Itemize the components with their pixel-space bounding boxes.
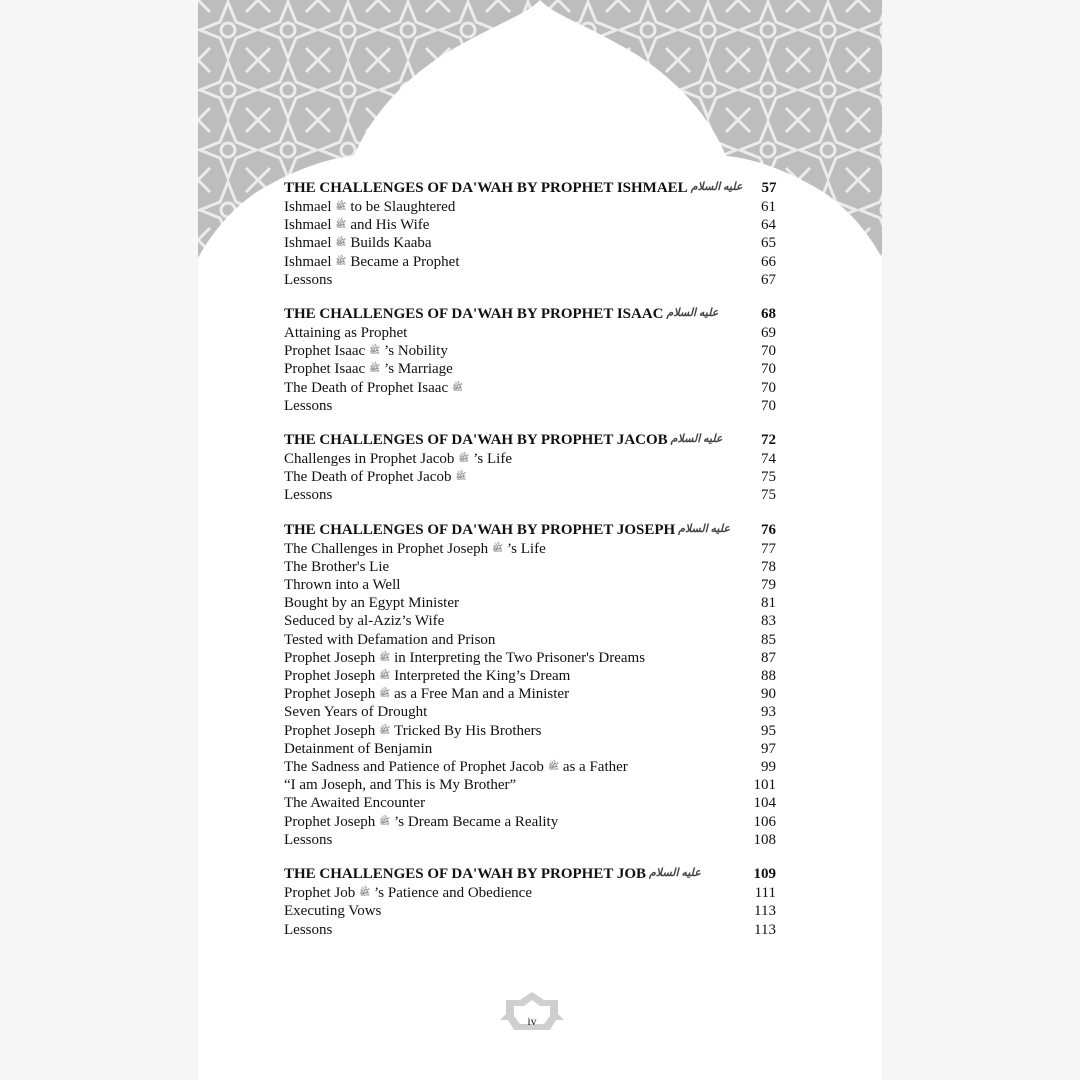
toc-entry-text (284, 379, 467, 397)
entry-page-number: 75 (761, 469, 776, 486)
toc-entry (284, 486, 776, 504)
entry-page-number: 74 (761, 451, 776, 468)
toc-entry (284, 253, 776, 271)
honorific-icon: ﷺ (547, 761, 559, 772)
toc-entry-text (284, 649, 645, 667)
entry-page-number: 70 (761, 343, 776, 360)
entry-title-cont: as a Free Man and a Minister (394, 686, 570, 703)
section-heading (284, 430, 776, 450)
toc-section (284, 178, 776, 289)
toc-entry-text (284, 234, 432, 252)
entry-title-cont: ’s Marriage (384, 361, 453, 378)
entry-title-cont: Interpreted the King’s Dream (394, 668, 571, 685)
entry-page-number: 113 (754, 903, 776, 920)
section-title: THE CHALLENGES OF DA'WAH BY PROPHET JOB (284, 866, 646, 883)
honorific-icon: عليه السلام (666, 307, 719, 320)
entry-title-cont: Builds Kaaba (350, 235, 432, 252)
toc-entry (284, 576, 776, 594)
honorific-icon: ﷺ (379, 670, 391, 681)
honorific-icon: ﷺ (492, 542, 504, 553)
entry-page-number: 106 (753, 813, 776, 830)
toc-entry-text (284, 685, 569, 703)
entry-title: Ishmael (284, 217, 332, 234)
entry-title: The Sadness and Patience of Prophet Jacob (284, 759, 544, 776)
entry-title: The Death of Prophet Isaac (284, 379, 449, 396)
entry-page-number: 77 (761, 540, 776, 557)
entry-title: Seven Years of Drought (284, 704, 428, 721)
toc-entry (284, 722, 776, 740)
entry-title: Tested with Defamation and Prison (284, 631, 496, 648)
entry-page-number: 88 (761, 668, 776, 685)
entry-page-number: 61 (761, 199, 776, 215)
toc-entry (284, 360, 776, 378)
toc-entry-text (284, 253, 459, 271)
entry-title: Thrown into a Well (284, 577, 401, 594)
toc-entry (284, 594, 776, 612)
section-page-number: 76 (761, 521, 776, 538)
section-heading-text (284, 304, 722, 324)
toc-entry (284, 649, 776, 667)
book-page (198, 0, 882, 1080)
section-heading (284, 520, 776, 540)
toc-entry-text (284, 486, 332, 504)
toc-entry-text (284, 884, 532, 902)
section-title: THE CHALLENGES OF DA'WAH BY PROPHET ISAAC (284, 306, 664, 323)
entry-title-cont: ’s Life (473, 451, 513, 468)
toc-entry (284, 216, 776, 234)
toc-entry (284, 324, 776, 342)
entry-title: Prophet Joseph (284, 813, 376, 830)
entry-page-number: 108 (753, 831, 776, 848)
entry-page-number: 70 (761, 361, 776, 378)
entry-title: Prophet Job (284, 885, 356, 902)
honorific-icon: ﷺ (455, 471, 467, 482)
table-of-contents (284, 178, 776, 954)
toc-entry (284, 884, 776, 902)
entry-title: Prophet Joseph (284, 668, 376, 685)
toc-entry (284, 758, 776, 776)
entry-title: “I am Joseph, and This is My Brother” (284, 777, 517, 794)
section-heading-text (284, 520, 734, 540)
honorific-icon: ﷺ (335, 219, 347, 230)
entry-title: Prophet Isaac (284, 343, 366, 360)
entry-title: The Death of Prophet Jacob (284, 469, 452, 486)
honorific-icon: ﷺ (369, 345, 381, 356)
section-title: THE CHALLENGES OF DA'WAH BY PROPHET JACOB (284, 432, 668, 449)
entry-title: The Brother's Lie (284, 558, 390, 575)
toc-entry (284, 397, 776, 415)
entry-title-cont: Became a Prophet (350, 253, 460, 270)
toc-entry (284, 667, 776, 685)
honorific-icon: ﷺ (452, 381, 463, 392)
toc-entry-text (284, 813, 558, 831)
entry-title-cont: as a Father (562, 759, 628, 776)
entry-title: Prophet Joseph (284, 722, 376, 739)
entry-title: Ishmael (284, 199, 332, 215)
entry-page-number: 65 (761, 235, 776, 252)
entry-page-number: 99 (761, 759, 776, 776)
honorific-icon: ﷺ (335, 201, 347, 212)
entry-page-number: 66 (761, 253, 776, 270)
page-number-badge (500, 990, 564, 1034)
entry-title: Seduced by al-Aziz’s Wife (284, 613, 445, 630)
entry-page-number: 64 (761, 217, 776, 234)
toc-entry (284, 740, 776, 758)
toc-entry-text (284, 794, 425, 812)
section-page-number: 57 (761, 180, 777, 196)
section-heading (284, 304, 776, 324)
entry-page-number: 78 (761, 558, 776, 575)
entry-page-number: 79 (761, 577, 776, 594)
toc-entry-text (284, 667, 570, 685)
toc-section (284, 430, 776, 505)
entry-title: The Awaited Encounter (284, 795, 426, 812)
section-title: THE CHALLENGES OF DA'WAH BY PROPHET JOSEPH (284, 521, 676, 538)
section-page-number: 109 (753, 866, 776, 883)
entry-title: Executing Vows (284, 903, 382, 920)
honorific-icon: ﷺ (369, 363, 381, 374)
section-heading-text (284, 864, 705, 884)
toc-entry-text (284, 271, 332, 289)
toc-entry (284, 271, 776, 289)
entry-page-number: 70 (761, 379, 776, 396)
entry-title: Lessons (284, 397, 333, 414)
honorific-icon: ﷺ (458, 453, 470, 464)
toc-entry (284, 703, 776, 721)
entry-title: Lessons (284, 831, 333, 848)
entry-title-cont: ’s Dream Became a Reality (394, 813, 559, 830)
entry-title-cont: in Interpreting the Two Prisoner's Dreams (394, 649, 646, 666)
entry-page-number: 70 (761, 397, 776, 414)
honorific-icon: ﷺ (335, 237, 347, 248)
section-page-number: 68 (761, 306, 776, 323)
entry-title-cont: ’s Patience and Obedience (374, 885, 532, 902)
toc-entry-text (284, 468, 470, 486)
toc-entry (284, 831, 776, 849)
entry-title: Prophet Joseph (284, 649, 376, 666)
toc-entry-text (284, 703, 427, 721)
entry-page-number: 69 (761, 325, 776, 342)
entry-page-number: 104 (753, 795, 776, 812)
entry-page-number: 81 (761, 595, 776, 612)
entry-title: Bought by an Egypt Minister (284, 595, 459, 612)
toc-entry (284, 198, 776, 216)
toc-entry-text (284, 831, 332, 849)
section-heading-text (284, 178, 746, 198)
section-heading (284, 864, 776, 884)
section-title: THE CHALLENGES OF DA'WAH BY PROPHET ISHMAEL (284, 180, 688, 196)
entry-page-number: 97 (761, 740, 776, 757)
toc-entry-text (284, 342, 448, 360)
toc-entry-text (284, 576, 400, 594)
toc-entry (284, 558, 776, 576)
toc-entry (284, 794, 776, 812)
honorific-icon: عليه السلام (649, 867, 701, 880)
entry-title: Prophet Isaac (284, 361, 366, 378)
entry-title: Prophet Joseph (284, 686, 376, 703)
section-heading (284, 178, 776, 198)
entry-page-number: 83 (761, 613, 776, 630)
honorific-icon: ﷺ (359, 887, 371, 898)
honorific-icon: ﷺ (379, 651, 391, 662)
toc-entry-text (284, 324, 407, 342)
entry-title-cont: ’s Nobility (384, 343, 448, 360)
toc-entry (284, 631, 776, 649)
toc-entry-text (284, 612, 444, 630)
toc-section (284, 304, 776, 415)
entry-title: The Challenges in Prophet Joseph (284, 540, 489, 557)
section-page-number: 72 (761, 432, 776, 449)
honorific-icon: ﷺ (379, 815, 391, 826)
toc-entry-text (284, 921, 332, 939)
toc-entry (284, 685, 776, 703)
toc-entry (284, 379, 776, 397)
entry-title: Attaining as Prophet (284, 325, 408, 342)
toc-entry-text (284, 558, 389, 576)
toc-entry-text (284, 631, 495, 649)
entry-title-cont: and His Wife (350, 217, 430, 234)
toc-entry (284, 776, 776, 794)
entry-title: Lessons (284, 921, 333, 938)
page-number: iv (527, 1014, 537, 1028)
honorific-icon: عليه السلام (670, 433, 723, 446)
entry-title: Lessons (284, 271, 333, 288)
honorific-icon: عليه السلام (678, 522, 730, 535)
toc-entry-text (284, 450, 512, 468)
entry-title: Ishmael (284, 235, 332, 252)
toc-entry (284, 468, 776, 486)
entry-page-number: 93 (761, 704, 776, 721)
entry-title-cont: to be Slaughtered (350, 199, 456, 215)
toc-entry-text (284, 776, 516, 794)
section-heading-text (284, 430, 726, 450)
honorific-icon: ﷺ (379, 688, 391, 699)
toc-body (284, 178, 776, 939)
toc-entry-text (284, 540, 546, 558)
entry-page-number: 87 (761, 649, 776, 666)
entry-title: Lessons (284, 487, 333, 504)
entry-page-number: 67 (761, 271, 776, 288)
entry-page-number: 90 (761, 686, 776, 703)
entry-page-number: 85 (761, 631, 776, 648)
honorific-icon: ﷺ (379, 724, 391, 735)
toc-entry-text (284, 594, 459, 612)
entry-title: Ishmael (284, 253, 332, 270)
toc-entry-text (284, 216, 429, 234)
honorific-icon: عليه السلام (690, 181, 743, 194)
toc-entry-text (284, 722, 542, 740)
toc-entry-text (284, 360, 453, 378)
entry-page-number: 75 (761, 487, 776, 504)
toc-entry-text (284, 740, 432, 758)
toc-entry (284, 450, 776, 468)
entry-page-number: 95 (761, 722, 776, 739)
toc-entry (284, 540, 776, 558)
honorific-icon: ﷺ (335, 255, 347, 266)
entry-title-cont: Tricked By His Brothers (394, 722, 542, 739)
entry-page-number: 101 (753, 777, 776, 794)
entry-page-number: 111 (754, 885, 776, 902)
toc-entry (284, 902, 776, 920)
toc-entry (284, 612, 776, 630)
toc-entry-text (284, 397, 332, 415)
toc-entry-text (284, 198, 455, 216)
entry-page-number: 113 (754, 921, 776, 938)
toc-entry-text (284, 902, 381, 920)
toc-entry-text (284, 758, 628, 776)
entry-title: Detainment of Benjamin (284, 740, 433, 757)
toc-entry (284, 813, 776, 831)
entry-title-cont: ’s Life (507, 540, 546, 557)
toc-entry (284, 234, 776, 252)
toc-entry (284, 921, 776, 939)
entry-title: Challenges in Prophet Jacob (284, 451, 455, 468)
toc-section (284, 864, 776, 939)
toc-entry (284, 342, 776, 360)
toc-section (284, 520, 776, 849)
